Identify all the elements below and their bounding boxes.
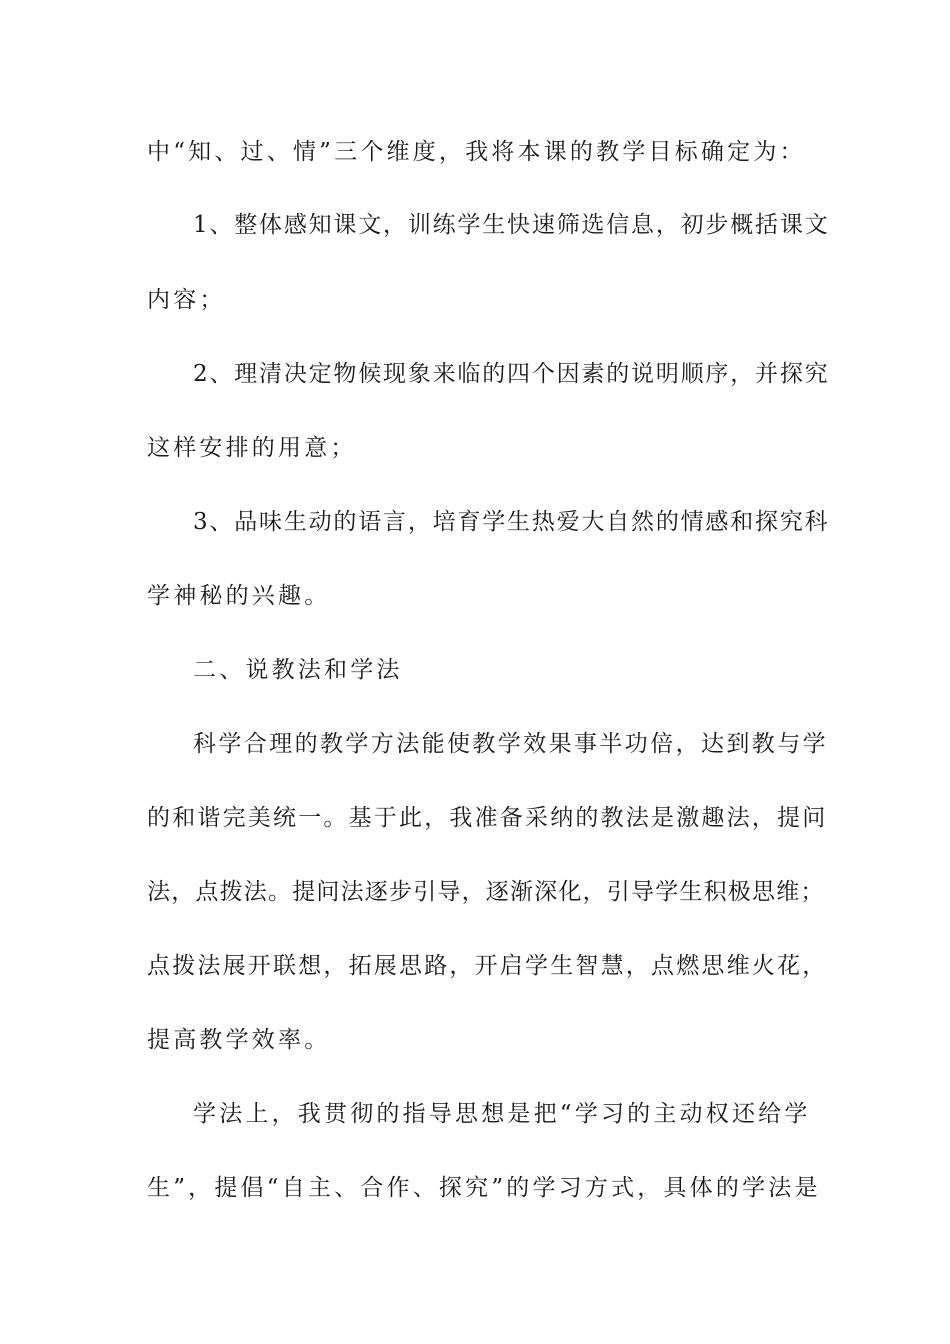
section-heading: 二、说教法和学法 [193,657,403,683]
text-line: 学神秘的兴趣。 [147,583,331,609]
text-line: 学法上，我贯彻的指导思想是把“学习的主动权还给学 [193,1101,811,1127]
text-line: 提高教学效率。 [147,1027,331,1053]
text-line: 法，点拨法。提问法逐步引导，逐渐深化，引导学生积极思维； [147,879,825,905]
text-line: 中“知、过、情”三个维度，我将本课的教学目标确定为： [147,139,806,165]
text-line: 2、理清决定物候现象来临的四个因素的说明顺序，并探究 [193,361,830,387]
text-line: 内容； [147,287,226,313]
text-line: 3、品味生动的语言，培育学生热爱大自然的情感和探究科 [193,509,830,535]
text-line: 生”，提倡“自主、合作、探究”的学习方式，具体的学法是 [147,1175,821,1201]
text-line: 点拨法展开联想，拓展思路，开启学生智慧，点燃思维火花， [147,953,828,979]
text-line: 科学合理的教学方法能使教学效果事半功倍，达到教与学 [193,731,828,757]
text-line: 这样安排的用意； [147,435,357,461]
text-line: 的和谐完美统一。基于此，我准备采纳的教法是激趣法，提问 [147,805,828,831]
text-line: 1、整体感知课文，训练学生快速筛选信息，初步概括课文 [193,212,830,238]
